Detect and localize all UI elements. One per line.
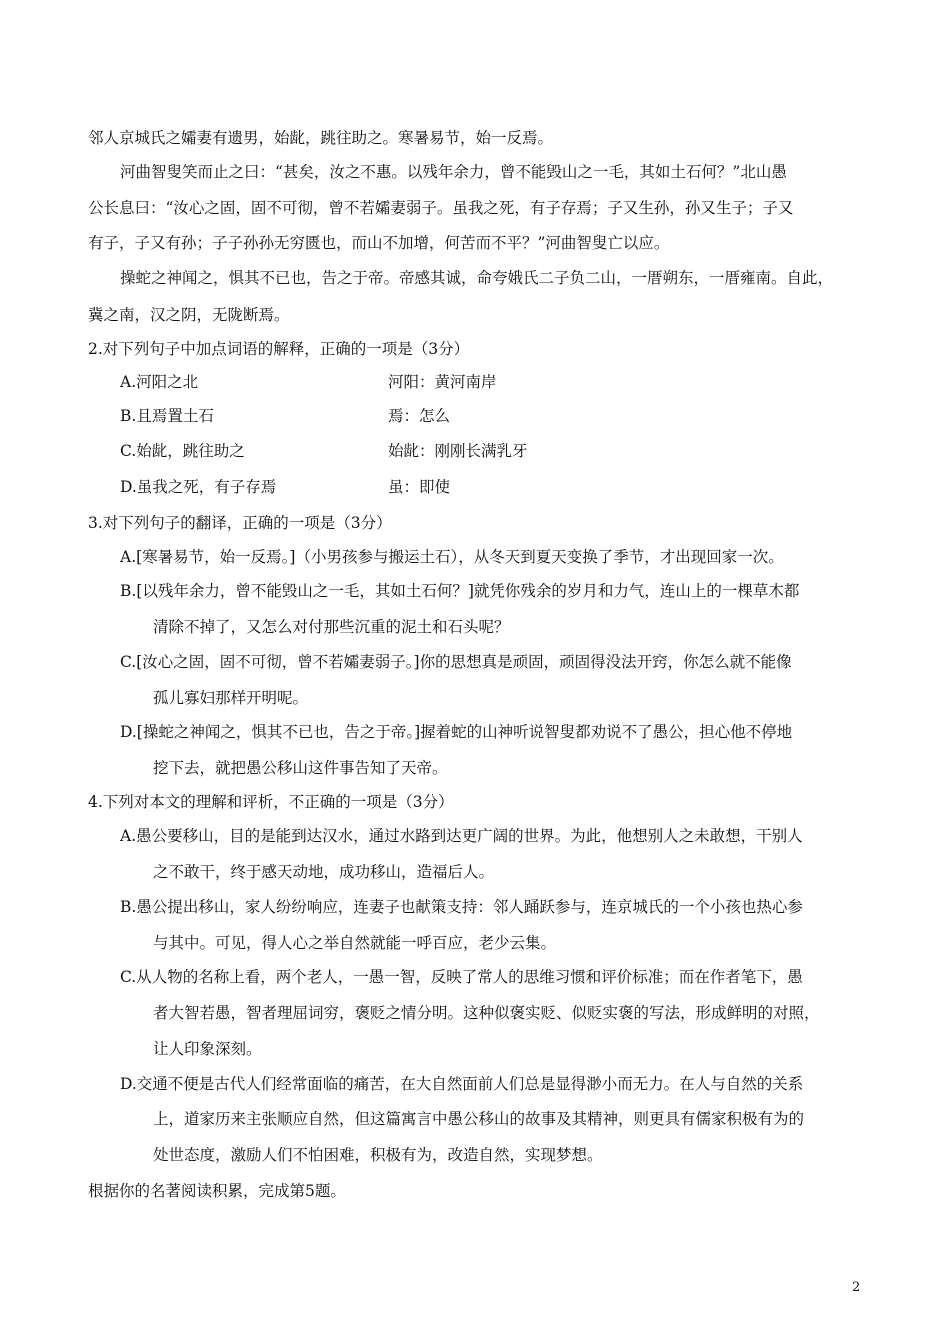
passage-line: 有子，子又有孙；子子孙孙无穷匮也，而山不加增，何苦而不平？”河曲智叟亡以应。 (88, 234, 670, 252)
q2-option-c-explanation: 始龀：刚刚长满乳牙 (388, 442, 528, 460)
question-5-intro: 根据你的名著阅读积累，完成第5题。 (88, 1182, 346, 1200)
q2-option-a: A.河阳之北 (120, 373, 199, 391)
q2-option-a-explanation: 河阳：黄河南岸 (388, 373, 497, 391)
q4-option-c-cont: 者大智若愚，智者理屈词穷，褒贬之情分明。这种似褒实贬、似贬实褒的写法，形成鲜明的对照， (153, 1004, 820, 1022)
q2-option-b: B.且焉置土石 (120, 407, 214, 425)
passage-line: 河曲智叟笑而止之曰：“甚矣，汝之不惠。以残年余力，曾不能毁山之一毛，其如土石何？”北山愚 (120, 163, 787, 181)
q3-option-d-cont: 挖下去，就把愚公移山这件事告知了天帝。 (153, 759, 448, 777)
q4-option-d-cont2: 处世态度，激励人们不怕困难，积极有为，改造自然，实现梦想。 (153, 1146, 603, 1164)
page-number: 2 (852, 1280, 861, 1295)
question-2-stem: 2.对下列句子中加点词语的解释，正确的一项是（3分） (88, 340, 470, 358)
q4-option-c: C.从人物的名称上看，两个老人，一愚一智，反映了常人的思维习惯和评价标准；而在作者笔下，愚 (120, 968, 803, 986)
q2-option-b-explanation: 焉：怎么 (388, 407, 451, 425)
q2-option-c: C.始龀，跳往助之 (120, 442, 245, 460)
passage-line: 冀之南，汉之阴，无陇断焉。 (88, 306, 290, 324)
q3-option-c-cont: 孤儿寡妇那样开明呢。 (153, 689, 309, 707)
q2-option-d: D.虽我之死，有子存焉 (120, 478, 277, 496)
question-4-stem: 4.下列对本文的理解和评析，不正确的一项是（3分） (88, 793, 454, 811)
q3-option-b: B.[以残年余力，曾不能毁山之一毛，其如土石何？]就凭你残余的岁月和力气，连山上的一棵草木都 (120, 582, 800, 600)
q3-option-d: D.[操蛇之神闻之，惧其不已也，告之于帝。]握着蛇的山神听说智叟都劝说不了愚公，担心他不停地 (120, 723, 793, 741)
question-3-stem: 3.对下列句子的翻译，正确的一项是（3分） (88, 514, 392, 532)
q3-option-b-cont: 清除不掉了，又怎么对付那些沉重的泥土和石头呢？ (153, 618, 510, 636)
q4-option-d-cont: 上，道家历来主张顺应自然，但这篇寓言中愚公移山的故事及其精神，则更具有儒家积极有为的 (153, 1110, 805, 1128)
passage-line: 邻人京城氏之孀妻有遗男，始龀，跳往助之。寒暑易节，始一反焉。 (88, 129, 554, 147)
passage-line: 公长息曰：“汝心之固，固不可彻，曾不若孀妻弱子。虽我之死，有子存焉；子又生孙，孙又生子；子又 (88, 199, 794, 217)
q4-option-b-cont: 与其中。可见，得人心之举自然就能一呼百应，老少云集。 (153, 934, 557, 952)
q4-option-a-cont: 之不敢干，终于感天动地，成功移山，造福后人。 (153, 863, 495, 881)
q4-option-d: D.交通不便是古代人们经常面临的痛苦，在大自然面前人们总是显得渺小而无力。在人与自然的关系 (120, 1075, 804, 1093)
q4-option-b: B.愚公提出移山，家人纷纷响应，连妻子也献策支持：邻人踊跃参与，连京城氏的一个小孩也热心参 (120, 898, 803, 916)
q3-option-a: A.[寒暑易节，始一反焉。]（小男孩参与搬运土石），从冬天到夏天变换了季节，才出现回家一次。 (120, 548, 784, 566)
q4-option-a: A.愚公要移山，目的是能到达汉水，通过水路到达更广阔的世界。为此，他想别人之未敢想，干别人 (120, 827, 803, 845)
q4-option-c-cont2: 让人印象深刻。 (153, 1040, 262, 1058)
q3-option-c: C.[汝心之固，固不可彻，曾不若孀妻弱子。]你的思想真是顽固，顽固得没法开窍，你怎么就不能像 (120, 653, 792, 671)
q2-option-d-explanation: 虽：即使 (388, 478, 451, 496)
passage-line: 操蛇之神闻之，惧其不已也，告之于帝。帝感其诚，命夸娥氏二子负二山，一厝朔东，一厝雍南。自此， (120, 269, 834, 287)
